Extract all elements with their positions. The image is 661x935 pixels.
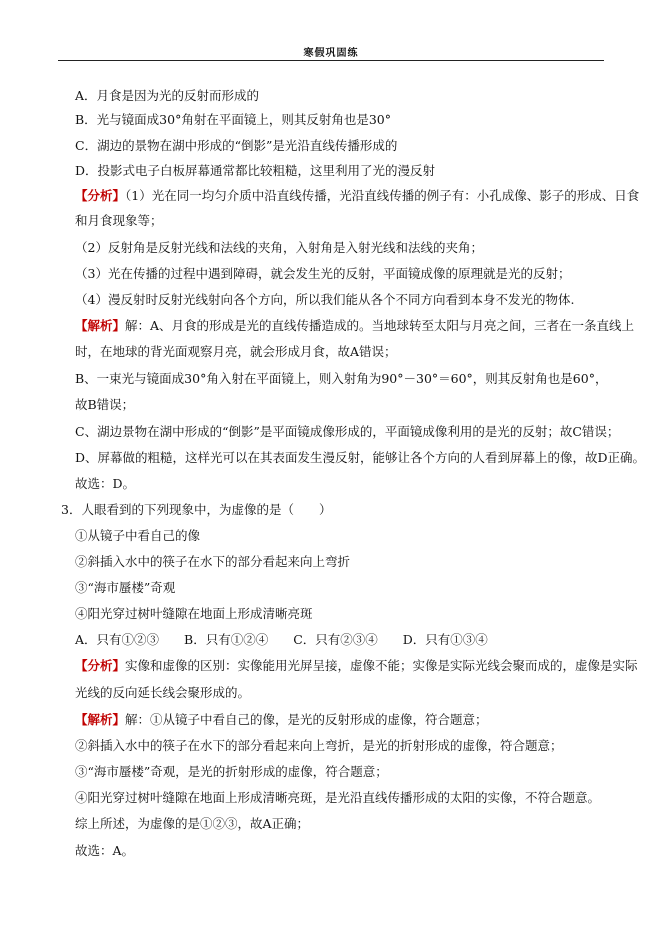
q3-analysis-text: 实像和虚像的区别：实像能用光屏呈接，虚像不能；实像是实际光线会聚而成的，虚像是实际 — [125, 658, 638, 673]
analysis-line-2: 和月食现象等； — [75, 213, 163, 228]
q3-item-4: ④阳光穿过树叶缝隙在地面上形成清晰亮斑 — [75, 606, 313, 621]
q3-item-1: ①从镜子中看自己的像 — [75, 528, 201, 543]
solution-line-2: 时，在地球的背光面观察月亮，就会形成月食，故A错误； — [75, 344, 397, 359]
answer-line-q3: 故选：A。 — [75, 843, 135, 858]
q3-solution-line-1 — [75, 712, 488, 728]
q3-analysis-tag: 【分析】 — [75, 658, 126, 673]
q3-options: A．只有①②③ B．只有①②④ C．只有②③④ D．只有①③④ — [75, 632, 488, 647]
option-d-line: D．投影式电子白板屏幕通常都比较粗糙，这里利用了光的漫反射 — [75, 163, 436, 178]
option-a-line: A．月食是因为光的反射而形成的 — [75, 88, 260, 103]
solution-tag: 【解析】 — [75, 318, 126, 333]
option-b-line: B．光与镜面成30°角射在平面镜上，则其反射角也是30° — [75, 112, 391, 127]
answer-line-q2: 故选：D。 — [75, 476, 136, 491]
q3-item-3: ③“海市蜃楼”奇观 — [75, 580, 176, 595]
solution-line-6: D、屏幕做的粗糙，这样光可以在其表面发生漫反射，能够让各个方向的人看到屏幕上的像，故D正确。 — [75, 450, 646, 465]
q3-solution-line-4: ④阳光穿过树叶缝隙在地面上形成清晰亮斑，是光沿直线传播形成的太阳的实像，不符合题意。 — [75, 790, 601, 805]
option-c-line: C．湖边的景物在湖中形成的“倒影”是光沿直线传播形成的 — [75, 138, 398, 153]
solution-line-5: C、湖边景物在湖中形成的“倒影”是平面镜成像形成的，平面镜成像利用的是光的反射；故C错误； — [75, 424, 620, 439]
q3-analysis-line-2: 光线的反向延长线会聚形成的。 — [75, 685, 251, 700]
header-rule — [58, 60, 604, 61]
solution-line-3: B、一束光与镜面成30°角入射在平面镜上，则入射角为90°－30°＝60°，则其反射角也是60°， — [75, 371, 608, 386]
solution-line-1 — [75, 318, 634, 334]
solution-text: 解：A、月食的形成是光的直线传播造成的。当地球转至太阳与月亮之间，三者在一条直线上 — [125, 318, 635, 333]
q3-item-2: ②斜插入水中的筷子在水下的部分看起来向上弯折 — [75, 554, 351, 569]
analysis-line-5: （4）漫反射时反射光线射向各个方向，所以我们能从各个不同方向看到本身不发光的物体. — [75, 292, 575, 307]
q3-analysis-line-1 — [75, 658, 638, 674]
q3-solution-text: 解：①从镜子中看自己的像，是光的反射形成的虚像，符合题意； — [125, 712, 488, 727]
analysis-line-4: （3）光在传播的过程中遇到障碍，就会发生光的反射，平面镜成像的原理就是光的反射； — [75, 266, 571, 281]
analysis-tag: 【分析】 — [75, 188, 126, 203]
solution-line-4: 故B错误； — [75, 397, 135, 412]
page-header-title: 寒假巩固练 — [303, 48, 359, 59]
analysis-text: （1）光在同一均匀介质中沿直线传播，光沿直线传播的例子有：小孔成像、影子的形成、日食 — [125, 188, 640, 203]
analysis-line-1 — [75, 188, 639, 204]
question-3-stem: 3．人眼看到的下列现象中，为虚像的是（ ） — [61, 502, 332, 517]
q3-solution-summary: 综上所述，为虚像的是①②③，故A正确； — [75, 816, 310, 831]
q3-solution-line-2: ②斜插入水中的筷子在水下的部分看起来向上弯折，是光的折射形成的虚像，符合题意； — [75, 738, 563, 753]
q3-solution-line-3: ③“海市蜃楼”奇观，是光的折射形成的虚像，符合题意； — [75, 764, 388, 779]
q3-solution-tag: 【解析】 — [75, 712, 126, 727]
analysis-line-3: （2）反射角是反射光线和法线的夹角，入射角是入射光线和法线的夹角； — [75, 240, 483, 255]
